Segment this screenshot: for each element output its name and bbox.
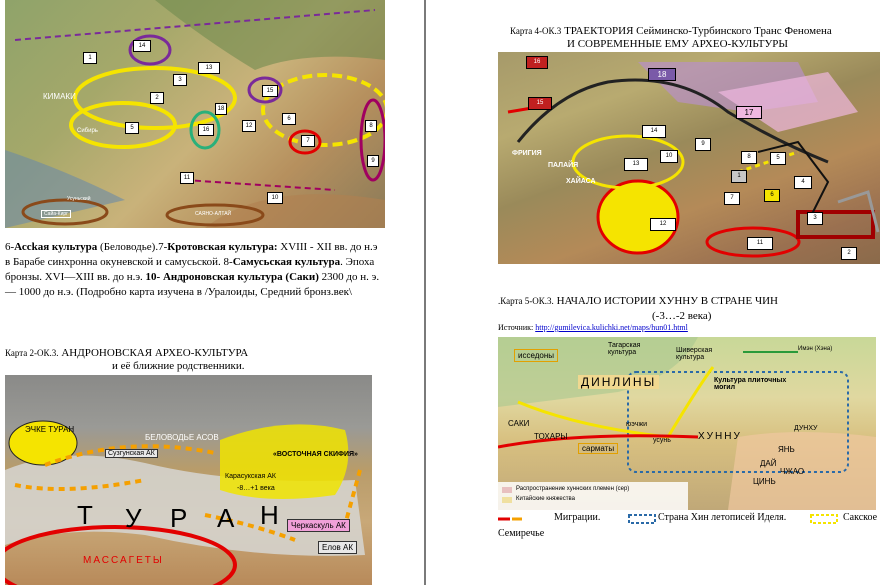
map4-label-14: 14: [642, 125, 666, 138]
map4-label-2: 2: [841, 247, 857, 260]
map5-legend-swatch-1: [502, 487, 512, 493]
map2-title-prefix: Карта 2-ОК.3.: [5, 348, 59, 358]
map5-source-link[interactable]: http://gumilevica.kulichki.net/maps/hun01.html: [535, 323, 688, 332]
map5-kultura: Культура плиточных могил: [714, 377, 787, 391]
map5: [498, 337, 876, 510]
map5-hunnu: ХУННУ: [698, 431, 742, 442]
map1-label-18: 18: [215, 103, 227, 115]
map5-dunhu: ДУНХУ: [794, 425, 818, 432]
map1-label-1: 1: [83, 52, 97, 64]
map1-label-2: 2: [150, 92, 164, 104]
map2-title: [5, 347, 385, 359]
legend-yellow-dashed: [810, 514, 840, 524]
map4-title-main: ТРАЕКТОРИЯ Сейминско-Турбинского Транс Феномена: [561, 25, 832, 37]
desc-text-2: XVIII - XII вв. до н.э в Барабе синхронна окуневской и самусьской. 8-: [5, 241, 378, 268]
map4-overlays: [498, 52, 880, 264]
map5-usun: усунь: [653, 437, 671, 444]
map1: [5, 0, 385, 228]
map4-label-18: 18: [648, 68, 676, 81]
map2-turan-n: Н: [260, 500, 279, 530]
map5-shiver: Шиверская культура: [676, 347, 713, 361]
map2-echke-turan: ЭЧКЕ ТУРАН: [25, 425, 75, 434]
map4-label-1: 1: [731, 170, 747, 183]
map4-label-10: 10: [660, 150, 678, 163]
map2-turan-a: А: [217, 503, 235, 533]
map5-sarmaty: сарматы: [578, 443, 618, 454]
map4-title-line2: И СОВРЕМЕННЫЕ ЕМУ АРХЕО-КУЛЬТУРЫ: [567, 38, 789, 50]
map5-title-main: НАЧАЛО ИСТОРИИ ХУННУ В СТРАНЕ ЧИН: [553, 295, 778, 307]
map5-tsin: ЦИНЬ: [753, 477, 776, 486]
map4-label-4: 4: [794, 176, 812, 189]
map5-toh: ТОХАРЫ: [534, 432, 568, 441]
map2-massagety: МАССАГЕТЫ: [83, 555, 164, 566]
desc-text-3: . Эпоха бронзы. XVI—XIII вв. до н.э.: [5, 256, 375, 283]
map1-label-9: 9: [367, 155, 379, 167]
legend-strana: Страна Хин летописей Иделя.: [658, 512, 787, 523]
map4-label-6: 6: [764, 189, 780, 202]
map2-turan-u: У: [125, 503, 142, 533]
map4-label-9: 9: [695, 138, 711, 151]
map4-label-8: 8: [741, 151, 757, 164]
map1-place-sartpar: Усуньский: [67, 196, 91, 202]
map1-forest: [155, 0, 385, 70]
map4-place-frigia: ФРИГИЯ: [512, 150, 542, 157]
map2-turan-r: Р: [170, 503, 188, 533]
map2: [5, 375, 372, 585]
map4-label-5: 5: [770, 152, 786, 165]
map2-elov: Елов АК: [318, 541, 357, 554]
map1-label-6: 6: [282, 113, 296, 125]
desc-num-6: 6-: [5, 241, 15, 253]
map1-label-15: 15: [262, 85, 278, 97]
map5-dinliny: ДИНЛИНЫ: [578, 375, 659, 389]
map5-day: ДАЙ: [760, 459, 777, 468]
map1-label-11: 11: [180, 172, 194, 184]
map4-label-3: 3: [807, 212, 823, 225]
map1-place-bottom-center: САЯНО-АЛТАЙ: [195, 211, 232, 217]
map4-title-line1: [510, 25, 832, 37]
legend-saksk: Сакское: [843, 512, 878, 523]
map5-source-label: Источник:: [498, 323, 536, 332]
map1-overlays: [5, 0, 385, 228]
map5-title: [498, 295, 778, 307]
map4-title-prefix: Карта 4-ОК.3: [510, 26, 562, 36]
map5-imeng: Имэн (Хэна): [798, 346, 833, 352]
map4-label-7: 7: [724, 192, 740, 205]
map1-label-8: 8: [365, 120, 377, 132]
map2-subtitle: и её ближние родственники.: [112, 360, 245, 372]
map1-place-bottom-left: Сайа-Кирг: [41, 210, 71, 218]
map5-subtitle: (-3…-2 века): [652, 310, 712, 322]
map2-turan-t: Т: [77, 500, 93, 530]
map4-label-17: 17: [736, 106, 762, 119]
map4-place-palaya: ПАЛАЙЯ: [548, 162, 579, 169]
map2-karasuk: Карасукская АК: [225, 473, 276, 480]
map1-magenta-oval: [361, 100, 385, 180]
map2-karasuk-date: -8…+1 века: [237, 485, 275, 492]
map2-suzgun-label: Сузгунская АК: [105, 449, 158, 458]
map1-label-12: 12: [242, 120, 256, 132]
map5-issedony: исседоны: [514, 349, 558, 362]
map4: [498, 52, 880, 264]
desc-samus-culture: Самусьская культура: [232, 256, 341, 268]
map1-label-13: 13: [198, 62, 220, 74]
map5-legend1: Распространение хуннских племен (сер): [516, 486, 630, 492]
map1-label-10: 10: [267, 192, 283, 204]
map5-saki: САКИ: [508, 419, 530, 428]
desc-andronov-culture: 10- Андроновская культура (Саки): [145, 271, 319, 283]
desc-krotov-culture: Кротовская культура:: [167, 241, 278, 253]
map2-overlays: [5, 375, 372, 585]
legend-semireche: Семиречье: [498, 528, 545, 539]
map5-chzhao: ЧЖАО: [780, 467, 805, 476]
map5-legend2: Китайские княжества: [516, 496, 575, 502]
map5-legend-swatch-2: [502, 497, 512, 503]
desc-text-1: (Беловодье).7-: [97, 241, 168, 253]
map4-label-12: 12: [650, 218, 676, 231]
map2-title-main: АНДРОНОВСКАЯ АРХЕО-КУЛЬТУРА: [58, 347, 249, 359]
map2-cherkaskul: Черкаскуль АК: [287, 519, 350, 532]
map4-yellow-red-oval: [598, 181, 678, 253]
map5-yan: ЯНЬ: [778, 445, 795, 454]
map4-place-hayasa: ХАЙАСА: [566, 178, 596, 185]
map1-label-14: 14: [133, 40, 151, 52]
culture-description: [5, 240, 385, 300]
map5-title-prefix: .Карта 5-ОК.3.: [498, 296, 554, 306]
map4-label-15: 15: [528, 97, 552, 110]
map1-label-7: 7: [301, 135, 315, 147]
map5-yuechji: юэчжи: [626, 421, 648, 428]
map1-label-5: 5: [125, 122, 139, 134]
map2-belovodie: БЕЛОВОДЬЕ АСОВ: [145, 433, 219, 442]
map5-tagar: Тагарская культура: [608, 342, 641, 356]
map4-label-13: 13: [624, 158, 648, 171]
legend-migr: Миграции.: [554, 512, 601, 523]
page-divider: [424, 0, 426, 585]
map5-overlays: [498, 337, 876, 510]
legend-red-arrow: [498, 514, 528, 524]
map4-label-11: 11: [747, 237, 773, 250]
map2-vost-skifia: «ВОСТОЧНАЯ СКИФИЯ»: [273, 451, 358, 458]
map1-dashed-line-2: [185, 180, 335, 190]
desc-assk-culture: Ассkая культура: [14, 241, 98, 253]
legend-blue-dashed: [628, 514, 658, 524]
map5-source: [498, 323, 688, 332]
map1-place-kimaki: КИМАКИ: [43, 92, 76, 101]
desc-text-4: 2300 до н. э. — 1000 до н.э. (Подробно карта изучена в /Уралоиды, Средний бронз.век\: [5, 271, 380, 298]
map1-label-16: 16: [198, 124, 214, 136]
map4-label-16: 16: [526, 56, 548, 69]
map1-label-3: 3: [173, 74, 187, 86]
map1-place-sibir: Сибирь: [77, 128, 98, 134]
